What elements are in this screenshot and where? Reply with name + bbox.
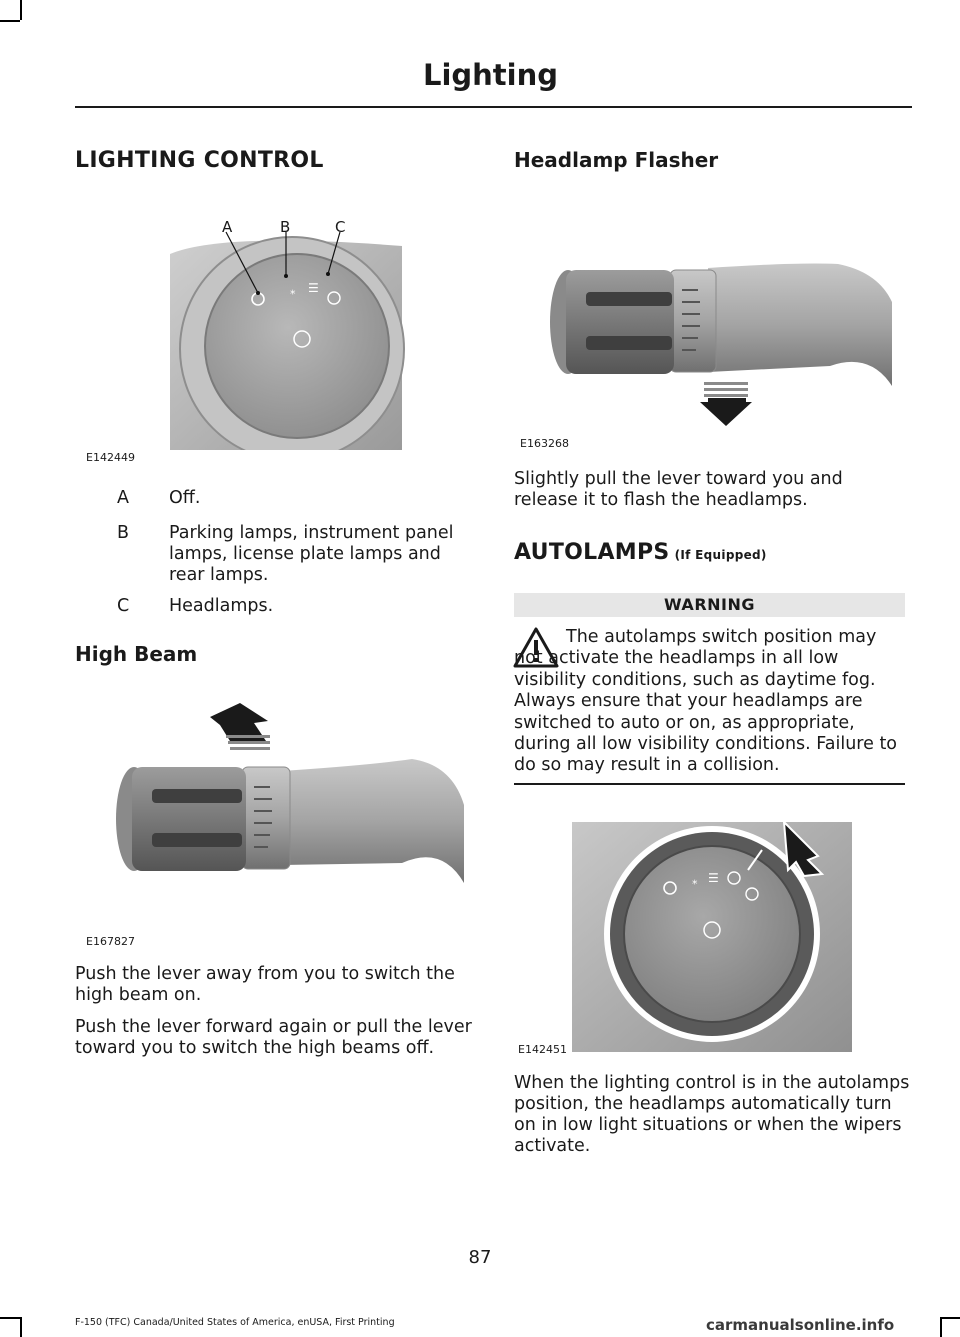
page-number: 87 (468, 1247, 492, 1268)
lighting-control-figure (162, 214, 462, 450)
svg-text:⁎: ⁎ (692, 874, 698, 887)
autolamps-heading (514, 540, 767, 565)
warning-rule (514, 783, 905, 785)
definition-row (117, 596, 477, 618)
definition-row (117, 488, 477, 510)
definition-text: Off. (169, 488, 201, 508)
header-rule (75, 106, 912, 108)
svg-text:⁎: ⁎ (290, 284, 296, 297)
warning-text (514, 627, 906, 777)
headlamp-flasher-heading: Headlamp Flasher (514, 148, 719, 172)
high-beam-heading: High Beam (75, 642, 198, 666)
figure-id: E163268 (520, 437, 569, 450)
high-beam-off-text: Push the lever forward again or pull the lever toward you to switch the high beams off. (75, 1017, 472, 1058)
figure-id: E142451 (518, 1043, 567, 1056)
definition-key: B (117, 523, 130, 543)
autolamps-text: When the lighting control is in the autolamps position, the headlamps automatically turn on in low light situations or when the wipers activate. (514, 1073, 910, 1156)
crop-mark (940, 1317, 960, 1319)
definition-row (117, 523, 477, 589)
svg-text:☰: ☰ (308, 281, 319, 295)
crop-mark (20, 0, 22, 20)
autolamps-figure (572, 812, 852, 1052)
warning-title: WARNING (514, 593, 905, 617)
callout-b: B (280, 218, 291, 236)
warning-text-body: The autolamps switch position may not activate the headlamps in all low visibility conditions, such as daytime fog. Always ensure that your headlamps are switched to auto or on, as appropriate, during all low visibility conditions. Failure to do so may result in a collision. (514, 627, 898, 776)
high-beam-on-text: Push the lever away from you to switch the high beam on. (75, 964, 455, 1005)
definition-text: Parking lamps, instrument panel lamps, license plate lamps and rear lamps. (169, 523, 454, 585)
headlamp-flasher-text: Slightly pull the lever toward you and release it to flash the headlamps. (514, 469, 843, 510)
callout-c: C (335, 218, 346, 236)
definition-text: Headlamps. (169, 596, 274, 616)
headlamp-flasher-figure (548, 262, 892, 432)
autolamps-title: AUTOLAMPS (514, 540, 670, 565)
edition-line: F-150 (TFC) Canada/United States of America, enUSA, First Printing (75, 1317, 395, 1328)
crop-mark (0, 20, 20, 22)
svg-text:☰: ☰ (708, 871, 719, 885)
crop-mark (0, 1317, 20, 1319)
lighting-control-heading: LIGHTING CONTROL (75, 148, 324, 173)
crop-mark (20, 1317, 22, 1337)
figure-id: E142449 (86, 451, 135, 464)
crop-mark (940, 1317, 942, 1337)
high-beam-figure (112, 695, 464, 925)
definition-key: A (117, 488, 129, 508)
figure-id: E167827 (86, 935, 135, 948)
page-header-title: Lighting (422, 58, 558, 92)
definition-key: C (117, 596, 130, 616)
callout-a: A (222, 218, 233, 236)
autolamps-if-equipped: (If Equipped) (674, 548, 767, 562)
watermark: carmanualsonline.info (706, 1316, 895, 1334)
